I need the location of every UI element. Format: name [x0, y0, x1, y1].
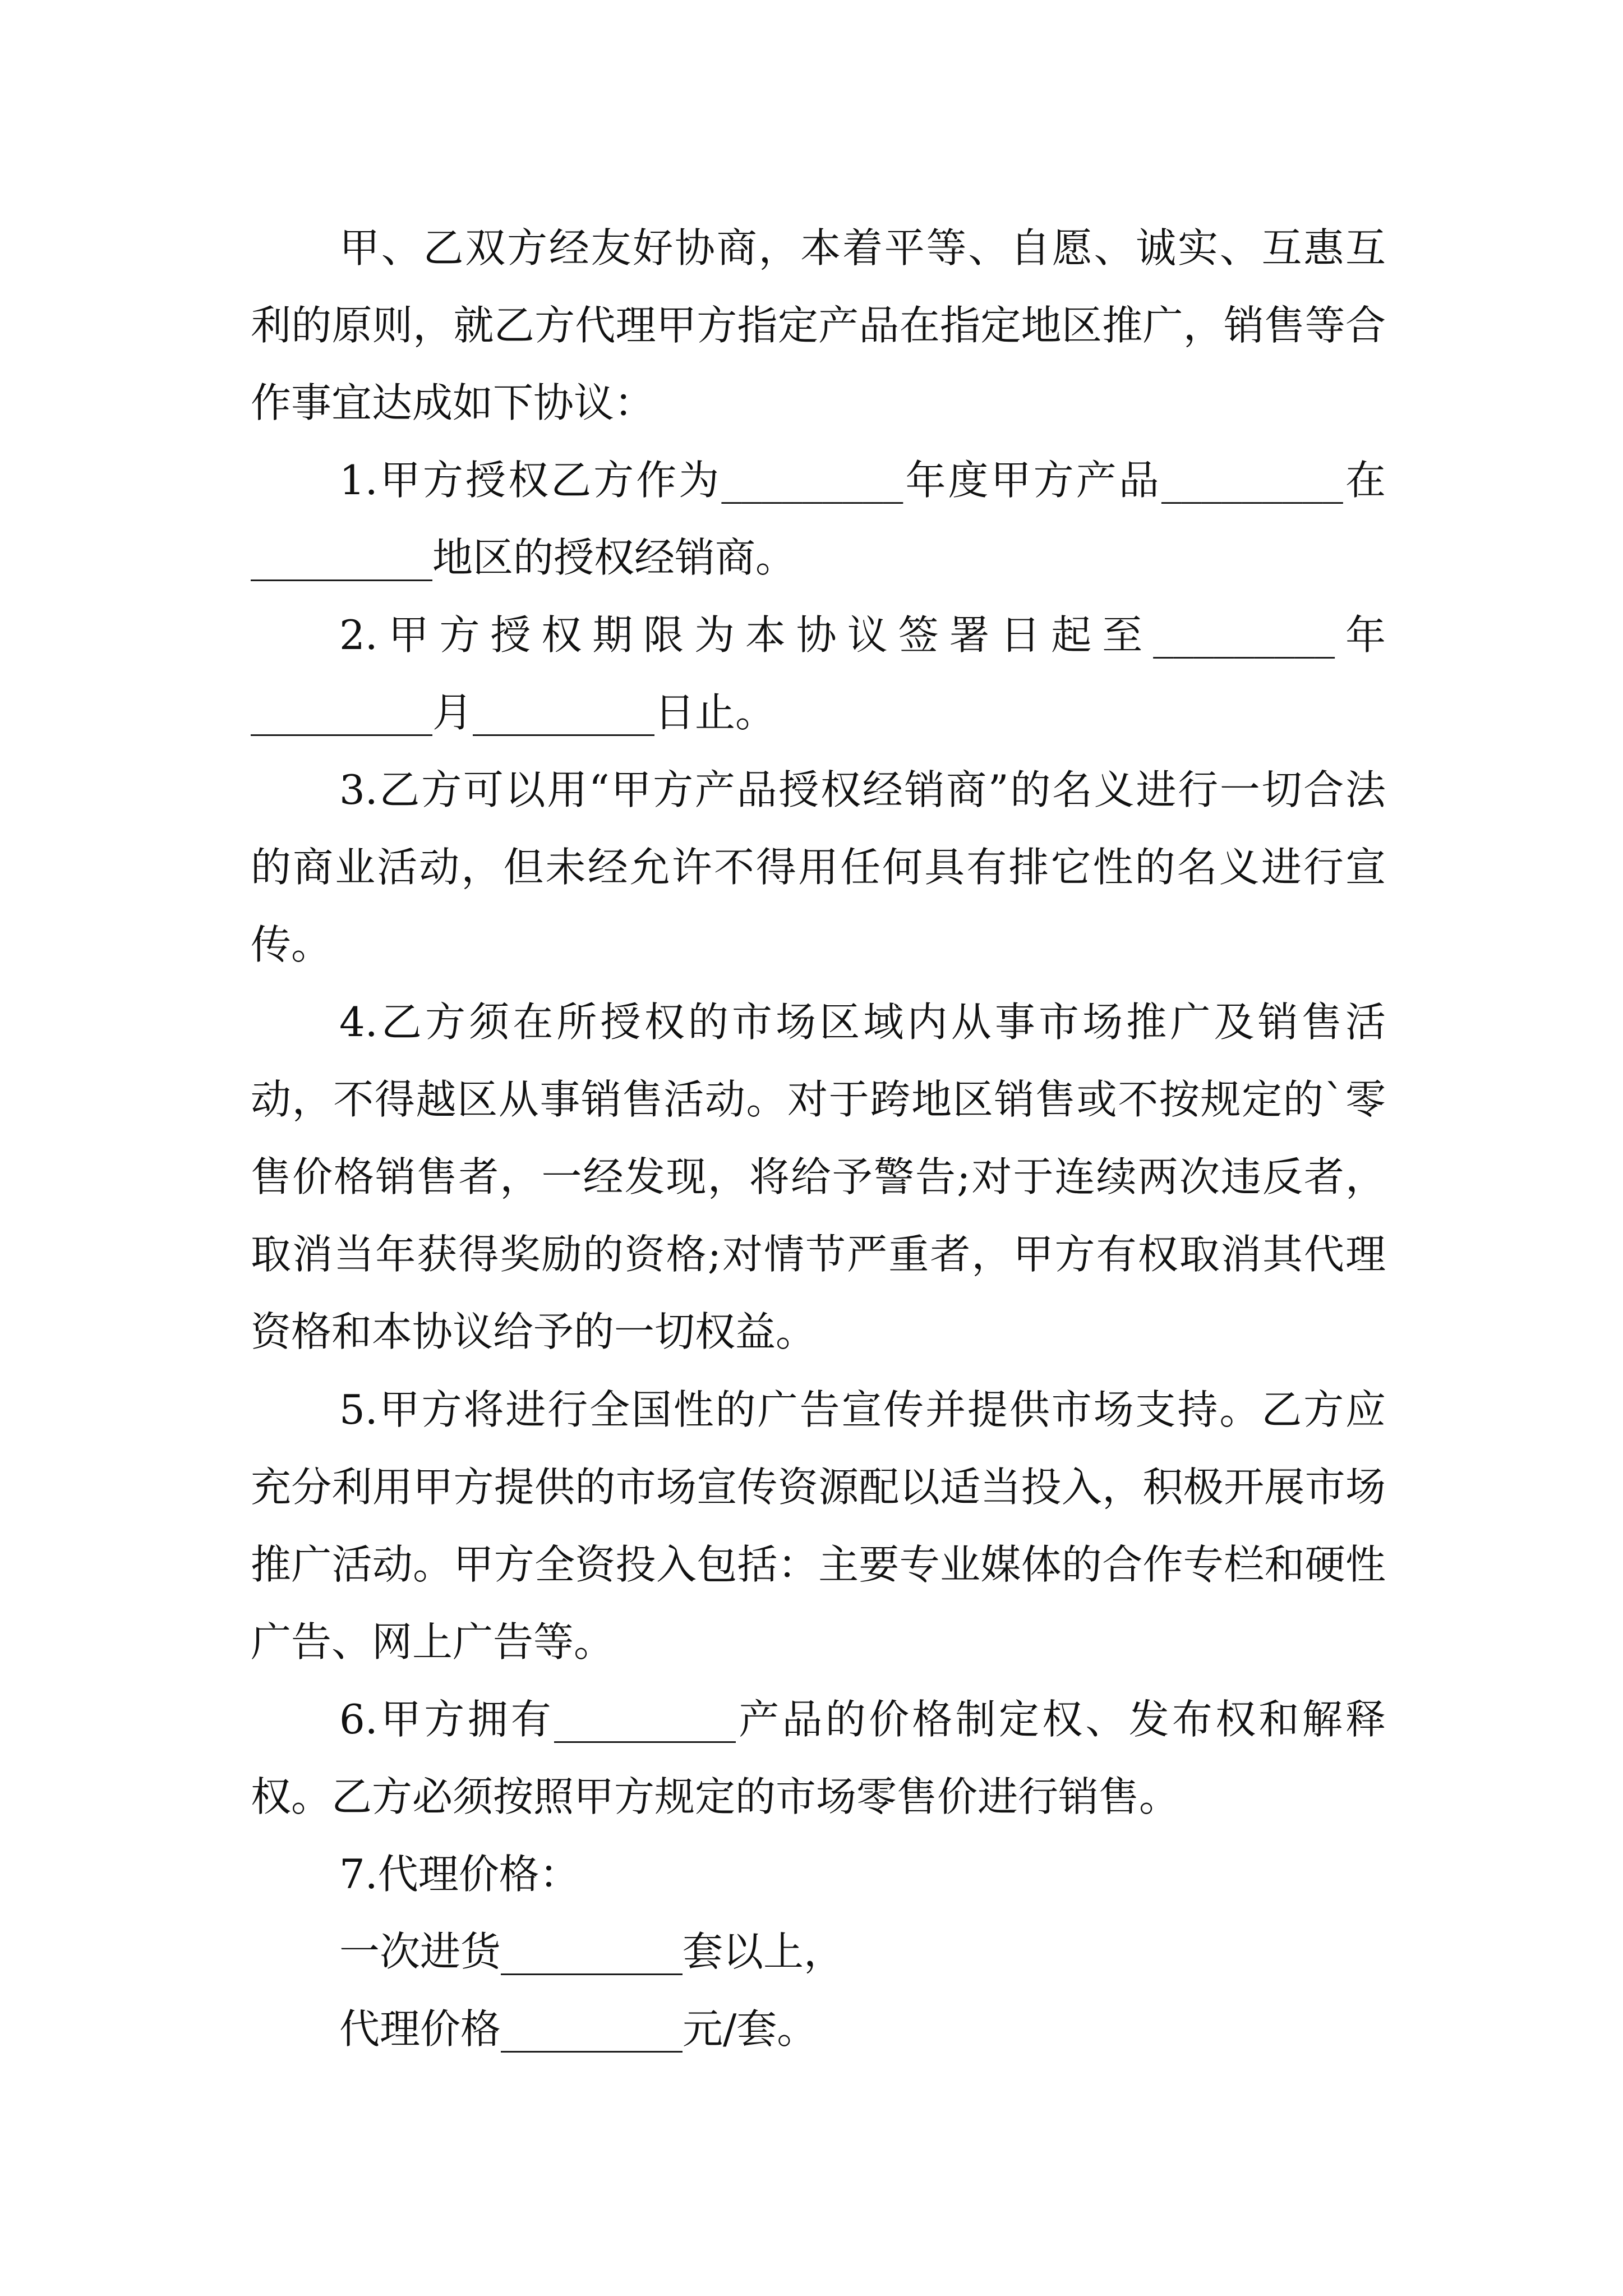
paragraph-agency-price: 代理价格_________元/套。: [339, 2005, 818, 2053]
paragraph-clause-2: 2.甲方授权期限为本协议签署日起至_________年_________月_________日止。: [251, 611, 1386, 736]
paragraph-clause-3: 3.乙方可以用“甲方产品授权经销商”的名义进行一切合法的商业活动，但未经允许不得用任何具有排它性的名义进行宣传。: [251, 766, 1386, 968]
paragraph-clause-4: 4.乙方须在所授权的市场区域内从事市场推广及销售活动，不得越区从事销售活动。对于跨地区销售或不按规定的`零售价格销售者，一经发现，将给予警告;对于连续两次违反者，取消当年获得奖励的资格;对情节严重者，甲方有权取消其代理资格和本协议给予的一切权益。: [251, 999, 1386, 1355]
paragraph-clause-1: 1.甲方授权乙方作为_________年度甲方产品_________在_________地区的授权经销商。: [251, 457, 1386, 581]
paragraph-clause-6: 6.甲方拥有_________产品的价格制定权、发布权和解释权。乙方必须按照甲方规定的市场零售价进行销售。: [251, 1696, 1386, 1820]
paragraph-clause-5: 5.甲方将进行全国性的广告宣传并提供市场支持。乙方应充分利用甲方提供的市场宣传资源配以适当投入，积极开展市场推广活动。甲方全资投入包括：主要专业媒体的合作专栏和硬性广告、网上广告等。: [251, 1386, 1386, 1665]
paragraph-purchase-quantity: 一次进货_________套以上，: [339, 1928, 845, 1975]
paragraph-clause-7-heading: 7.代理价格：: [339, 1851, 580, 1898]
paragraph-intro: 甲、乙双方经友好协商，本着平等、自愿、诚实、互惠互利的原则，就乙方代理甲方指定产品在指定地区推广，销售等合作事宜达成如下协议：: [251, 224, 1386, 426]
